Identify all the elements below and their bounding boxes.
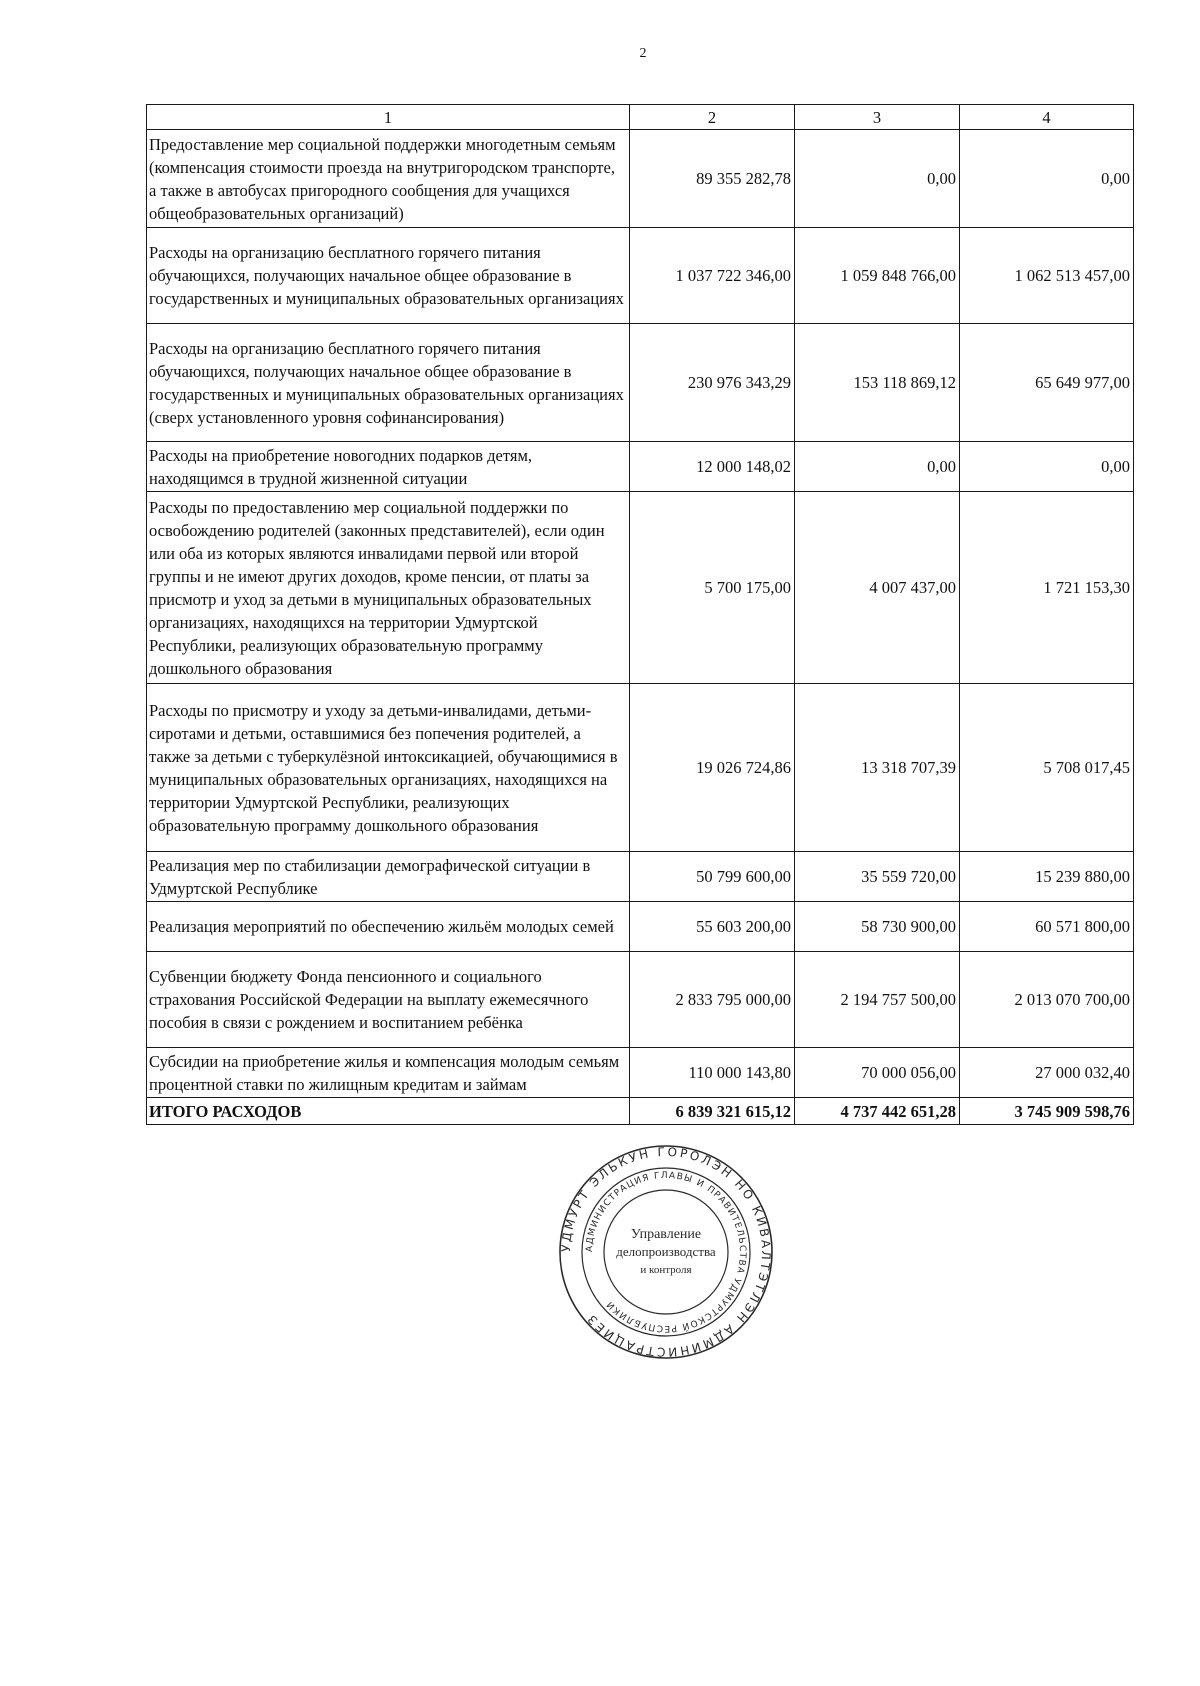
column-header-2: 2 [630, 105, 795, 130]
table-row [147, 442, 1134, 492]
row-value-col3: 35 559 720,00 [795, 852, 960, 902]
row-value-col4: 27 000 032,40 [960, 1048, 1134, 1098]
seal-inner-text: АДМИНИСТРАЦИЯ ГЛАВЫ И ПРАВИТЕЛЬСТВА УДМУРТСКОЙ РЕСПУБЛИКИ [584, 1170, 748, 1334]
row-value-col2: 89 355 282,78 [630, 130, 795, 228]
table-row [147, 684, 1134, 852]
total-value-col2: 6 839 321 615,12 [630, 1098, 795, 1125]
row-value-col4: 15 239 880,00 [960, 852, 1134, 902]
total-row [147, 1098, 1134, 1125]
row-value-col2: 110 000 143,80 [630, 1048, 795, 1098]
row-value-col4: 0,00 [960, 130, 1134, 228]
table-row [147, 492, 1134, 684]
total-value-col4: 3 745 909 598,76 [960, 1098, 1134, 1125]
row-value-col4: 1 062 513 457,00 [960, 228, 1134, 324]
row-description: Реализация мер по стабилизации демографической ситуации в Удмуртской Республике [147, 852, 630, 902]
row-value-col2: 19 026 724,86 [630, 684, 795, 852]
table-header-row [147, 105, 1134, 130]
row-value-col2: 1 037 722 346,00 [630, 228, 795, 324]
row-value-col2: 55 603 200,00 [630, 902, 795, 952]
row-value-col3: 1 059 848 766,00 [795, 228, 960, 324]
row-value-col2: 230 976 343,29 [630, 324, 795, 442]
row-description: Расходы на организацию бесплатного горячего питания обучающихся, получающих начальное общее образование в государственных и муниципальных образовательных организациях [147, 228, 630, 324]
row-value-col2: 2 833 795 000,00 [630, 952, 795, 1048]
seal-center-line-3: и контроля [640, 1264, 692, 1276]
row-value-col4: 0,00 [960, 442, 1134, 492]
seal-center-line-2: делопроизводства [616, 1244, 716, 1259]
row-value-col3: 4 007 437,00 [795, 492, 960, 684]
row-value-col3: 70 000 056,00 [795, 1048, 960, 1098]
row-description: Расходы по предоставлению мер социальной поддержки по освобождению родителей (законных представителей), если один или оба из которых являются инвалидами первой или второй группы и не имеют других доходов, кроме пенсии, от платы за присмотр и уход за детьми в муниципальных образовательных организациях, находящихся на территории Удмуртской Республики, реализующих образовательную программу дошкольного образования [147, 492, 630, 684]
table-row [147, 1048, 1134, 1098]
table-row [147, 902, 1134, 952]
row-value-col3: 13 318 707,39 [795, 684, 960, 852]
row-value-col4: 65 649 977,00 [960, 324, 1134, 442]
table-row [147, 324, 1134, 442]
column-header-4: 4 [960, 105, 1134, 130]
row-value-col2: 12 000 148,02 [630, 442, 795, 492]
row-description: Расходы на приобретение новогодних подарков детям, находящимся в трудной жизненной ситуации [147, 442, 630, 492]
total-label: ИТОГО РАСХОДОВ [147, 1098, 630, 1125]
table-row [147, 852, 1134, 902]
expenditure-table [146, 104, 1134, 1125]
row-value-col4: 2 013 070 700,00 [960, 952, 1134, 1048]
row-description: Расходы на организацию бесплатного горячего питания обучающихся, получающих начальное общее образование в государственных и муниципальных образовательных организациях (сверх установленного уровня софинансирования) [147, 324, 630, 442]
row-value-col4: 5 708 017,45 [960, 684, 1134, 852]
row-description: Реализация мероприятий по обеспечению жильём молодых семей [147, 902, 630, 952]
seal-outer-text: УДМУРТ ЭЛЬКУН ГОРОЛЭН НО КИВАЛТЭТЛЭН АДМИНИСТРАЦИЕЗ [558, 1144, 774, 1360]
row-value-col3: 0,00 [795, 130, 960, 228]
seal-center-line-1: Управление [630, 1227, 702, 1242]
total-value-col3: 4 737 442 651,28 [795, 1098, 960, 1125]
row-value-col4: 1 721 153,30 [960, 492, 1134, 684]
row-value-col3: 2 194 757 500,00 [795, 952, 960, 1048]
row-description: Расходы по присмотру и уходу за детьми-инвалидами, детьми-сиротами и детьми, оставшимися без попечения родителей, а также за детьми с туберкулёзной интоксикацией, обучающимися в муниципальных образовательных организациях, находящихся на территории Удмуртской Республики, реализующих образовательную программу дошкольного образования [147, 684, 630, 852]
row-value-col2: 50 799 600,00 [630, 852, 795, 902]
row-description: Субсидии на приобретение жилья и компенсация молодым семьям процентной ставки по жилищным кредитам и займам [147, 1048, 630, 1098]
table-row [147, 130, 1134, 228]
page-number: 2 [639, 46, 647, 61]
table-row [147, 952, 1134, 1048]
row-value-col3: 0,00 [795, 442, 960, 492]
row-value-col3: 153 118 869,12 [795, 324, 960, 442]
row-description: Субвенции бюджету Фонда пенсионного и социального страхования Российской Федерации на выплату ежемесячного пособия в связи с рождением и воспитанием ребёнка [147, 952, 630, 1048]
column-header-3: 3 [795, 105, 960, 130]
table-row [147, 228, 1134, 324]
column-header-1: 1 [147, 105, 630, 130]
row-value-col3: 58 730 900,00 [795, 902, 960, 952]
row-value-col4: 60 571 800,00 [960, 902, 1134, 952]
row-description: Предоставление мер социальной поддержки многодетным семьям (компенсация стоимости проезда на внутригородском транспорте, а также в автобусах пригородного сообщения для учащихся общеобразовательных организаций) [147, 130, 630, 228]
row-value-col2: 5 700 175,00 [630, 492, 795, 684]
official-seal [556, 1142, 776, 1362]
